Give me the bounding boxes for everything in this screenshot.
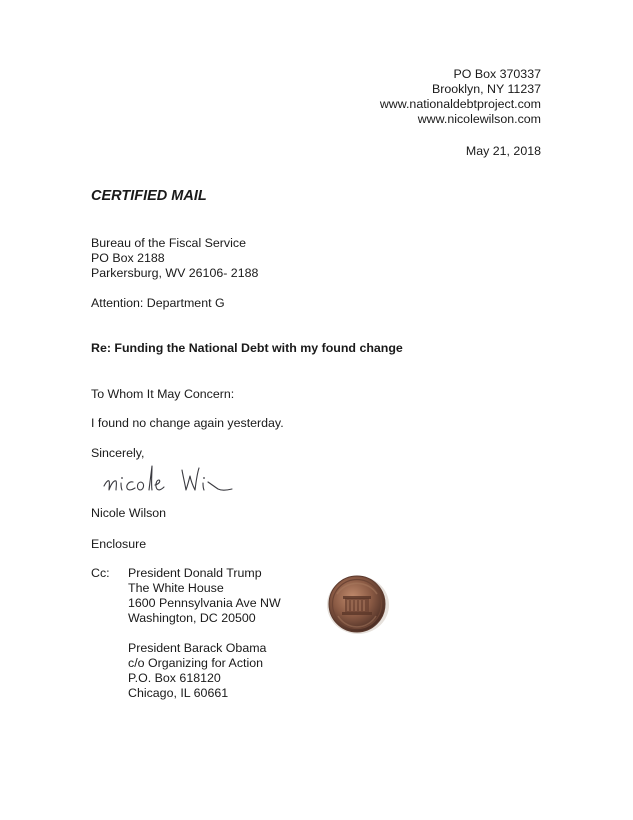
subject-line: Re: Funding the National Debt with my found change xyxy=(91,341,403,355)
recipient-po-box: PO Box 2188 xyxy=(91,251,165,265)
cc2-city: Chicago, IL 60661 xyxy=(128,686,229,700)
sender-website-1: www.nationaldebtproject.com xyxy=(379,97,541,111)
sender-po-box: PO Box 370337 xyxy=(453,67,541,81)
cc-recipient-obama xyxy=(128,641,266,701)
sender-city: Brooklyn, NY 11237 xyxy=(431,82,541,96)
closing: Sincerely, xyxy=(91,446,145,460)
sender-website-2: www.nicolewilson.com xyxy=(417,112,541,126)
cc1-line-2: The White House xyxy=(128,581,224,595)
penny-coin-image xyxy=(325,572,391,636)
cc1-street: 1600 Pennsylvania Ave NW xyxy=(128,596,281,610)
certified-mail-heading: CERTIFIED MAIL xyxy=(91,188,207,204)
cc1-name: President Donald Trump xyxy=(128,566,262,580)
cc2-line-2: c/o Organizing for Action xyxy=(128,656,263,670)
letter-body: I found no change again yesterday. xyxy=(91,416,284,430)
cc2-name: President Barack Obama xyxy=(128,641,267,655)
cc2-po-box: P.O. Box 618120 xyxy=(128,671,221,685)
cc1-city: Washington, DC 20500 xyxy=(128,611,256,625)
recipient-name: Bureau of the Fiscal Service xyxy=(91,236,246,250)
enclosure-note: Enclosure xyxy=(91,537,147,551)
sender-address xyxy=(380,67,541,127)
attention-line: Attention: Department G xyxy=(91,296,225,310)
recipient-address xyxy=(91,236,258,281)
signer-name: Nicole Wilson xyxy=(91,506,167,520)
cc-label: Cc: xyxy=(91,566,110,580)
letter-date: May 21, 2018 xyxy=(465,144,541,158)
handwritten-signature xyxy=(100,456,250,502)
recipient-city: Parkersburg, WV 26106- 2188 xyxy=(91,266,259,280)
cc-recipient-trump xyxy=(128,566,281,626)
salutation: To Whom It May Concern: xyxy=(91,387,235,401)
